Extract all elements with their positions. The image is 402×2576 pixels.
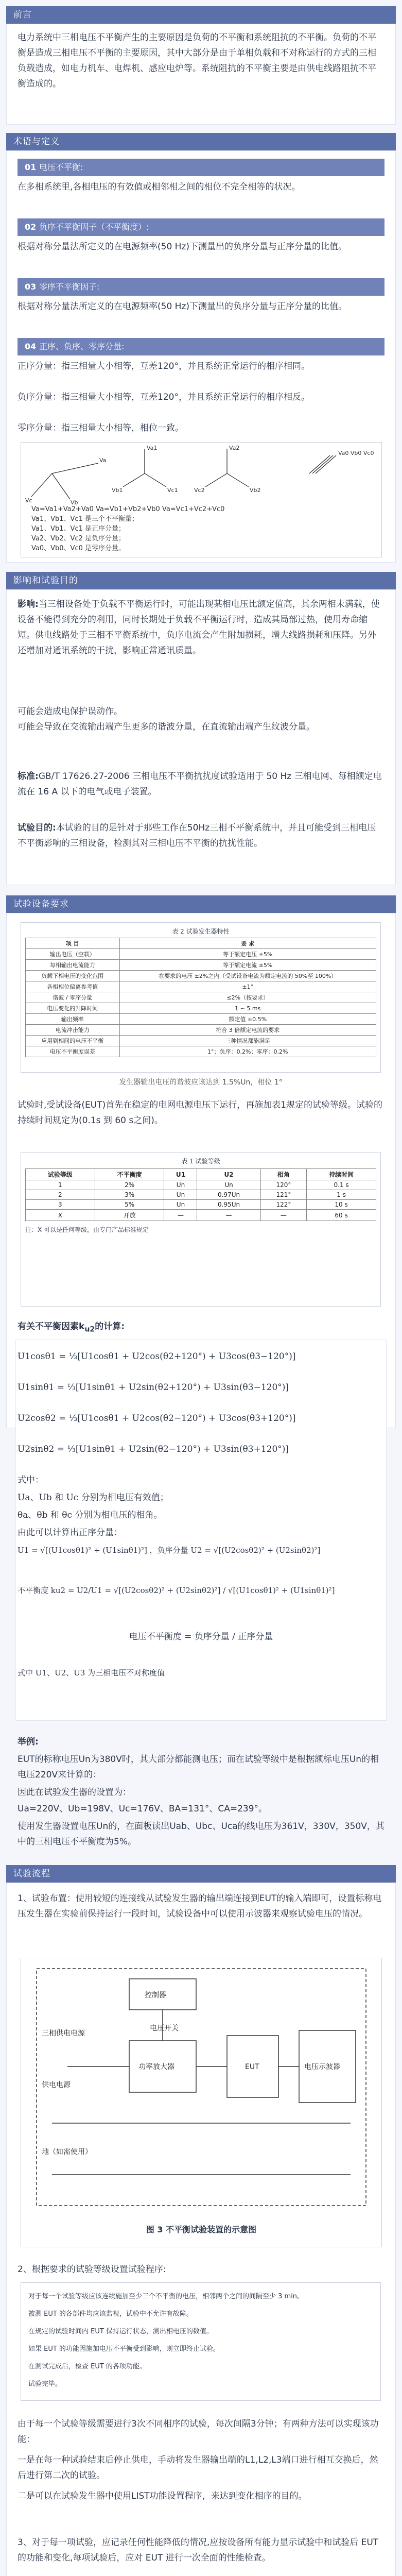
table-header: 项 目 [26,938,120,949]
svg-text:Va1: Va1 [147,445,158,451]
table-cell: 3% [95,1190,164,1200]
setup-figure [21,1958,382,2247]
table-cell: 1 ~ 5 ms [119,1003,376,1014]
table-cell: 额定值 ±0.5% [119,1014,376,1025]
term-body-2: 根据对称分量法所定义的在电源频率(50 Hz)下测量出的负序分量与正序分量的比值。 [18,242,347,252]
phasor-legend-line: Va1、Vb1、Vc1 是三个不平衡量； [31,515,138,523]
table-cell: 122° [260,1200,307,1210]
test-level-figure [21,1152,381,1307]
table-row [26,1014,376,1025]
standard-body: GB/T 17626.27-2006 三相电压不平衡抗扰度试验适用于 50 Hz 三相电网、每相额定电流在 16 A 以下的电气或电子装置。 [18,771,382,797]
table-cell: — [197,1210,260,1221]
term-title: 负序不平衡因子（不平衡度）: [39,222,149,232]
table-cell: Un [164,1190,197,1200]
section-header-intro [6,6,396,24]
phasor-legend-line: Va=Va1+Va2+Va0 Va=Vb1+Vb2+Vb0 Va=Vc1+Vc2+Vc0 [31,505,225,513]
table-cell: 1 [26,1180,95,1190]
test-level-table-title: 表 1 试验等级 [181,1158,220,1165]
formula-where: 式中： [18,1475,44,1485]
table-row [26,981,376,992]
term-body-1: 在多相系统里,各相电压的有效值或相邻相之间的相位不完全相等的状况。 [18,182,301,192]
table-cell: 10 s [307,1200,376,1210]
term-num: 04 [25,342,37,351]
table-cell: 5% [95,1200,164,1210]
table-row [26,1210,376,1221]
generator-table-title: 表 2 试验发生器特性 [172,928,230,935]
section-header-procedure [6,1865,396,1883]
test-level-table [25,1168,376,1221]
svg-text:Vc2: Vc2 [194,487,205,494]
program-line: 被测 EUT 的各部件均应该监视，试验中不允许有故障。 [28,2310,193,2318]
table-row [26,992,376,1003]
formula-where-1: Ua、Ub 和 Uc 分别为相电压有效值； [18,1493,169,1503]
table-cell: ±1° [119,981,376,992]
section-header-equipment [6,895,396,913]
table-cell: 2 [26,1190,95,1200]
label-ground: 地（如需使用） [42,2148,92,2156]
intro-text: 电力系统中三相电压不平衡产生的主要原因是负荷的不平衡和系统阻抗的不平衡。负荷的不平衡是造成三相电压不平衡的主要原因，其中大部分是由于单相负载和不对称运行的方式的三相负载造成，如电力机车、电焊机、感应电炉等。系统阻抗的不平衡主要是由供电线路阻抗不平衡造成的。 [18,32,376,89]
box-voltage-switch: 电压开关 [150,2024,179,2032]
table-cell: 电压变化的升降时间 [26,1003,120,1014]
table-row [26,1025,376,1036]
section-title: 试验流程 [13,1869,50,1879]
term-num: 02 [25,222,37,232]
svg-text:Vc: Vc [25,497,32,504]
purpose-label: 试验目的: [18,823,56,833]
table-cell: — [164,1210,197,1221]
ku2-heading-tail: 的计算: [95,1321,125,1332]
test-intro: 试验时,受试设备(EUT)首先在稳定的电网电源电压下运行，再施加表1规定的试验等级。试验的持续时间规定为(0.1s 到 60 s之间)。 [18,1100,383,1126]
formula-4: U2sinθ2 = ⅓[U1sinθ1 + U2sin(θ2−120°) + U3sin(θ3+120°)] [18,1444,289,1454]
term-head-4 [18,338,384,355]
table-cell: 120° [260,1180,307,1190]
section-title: 试验设备要求 [13,899,69,909]
example-line-2: 因此在试验发生器的设置为： [18,1787,131,1798]
table-cell: 1°；负序：0.2%；零序：0.2% [119,1046,376,1057]
generator-table-figure [21,922,381,1073]
purpose-body: 本试验的目的是针对于那些工作在50Hz三相不平衡系统中，并且可能受到三相电压不平衡影响的三相设备，检测其对三相电压不平衡的抗扰性能。 [18,823,376,849]
standard-text [18,769,384,800]
step-2: 2、根据要求的试验等级设置试验程序: [18,2264,166,2275]
table-cell: 0.95Un [197,1200,260,1210]
example-line-1: EUT的标称电压Un为380V时，其大部分都能测电压；而在试验等级中是根据额标电压Un的相电压220V来计算的： [18,1754,379,1780]
table-cell: 3 [26,1200,95,1210]
table-cell: ≤2%（按要求） [119,992,376,1003]
effect-body: 当三相设备处于负载不平衡运行时，可能出现某相电压比额定值高，其余两相未满载，使设备不能得到充分的利用，同时长期处于负载不平衡运行时，造成其局部过热，使用寿命缩短。供电线路处于三相不平衡系统中，负序电流会产生附加损耗，增大线路损耗和压降。另外还增加对通讯系统的干扰，影响正常通讯质量。 [18,599,380,656]
effect-text [18,597,384,658]
program-line: 如果 EUT 的功能因施加电压不平衡受到影响，则立即终止试验。 [28,2345,220,2353]
table-cell: 121° [260,1190,307,1200]
table-row [26,1200,376,1210]
table-row [26,1190,376,1200]
table-cell: 电压不平衡度误差 [26,1046,120,1057]
phasor-figure [21,442,382,557]
table-cell: 符合 3 倍额定电流的要求 [119,1025,376,1036]
test-level-note: 注：X 可以是任何等级，由专门产品标准规定 [25,1226,149,1233]
section-header-effects [6,572,396,589]
term-head-3 [18,278,384,296]
phasor-legend-line: Va2、Vb2、Vc2 是负序分量； [31,535,125,543]
term-num: 01 [25,162,37,172]
table-row [26,1180,376,1190]
table-cell: 各相相位偏离参考值 [26,981,120,992]
table-cell: Un [164,1200,197,1210]
table-cell: 60 s [307,1210,376,1221]
table-cell: 开放 [95,1210,164,1221]
step-2b: 由于每一个试验等级需要进行3次不同相序的试验，每次间隔3分钟；有两种方法可以实现该功能： [18,2419,379,2445]
term-title: 电压不平衡: [39,162,83,172]
table-row [26,960,376,971]
effect-extra-2: 可能会导致在交流输出端产生更多的谐波分量，在直流输出端产生纹波分量。 [18,722,315,732]
label-three-phase-supply: 三相供电电源 [42,2029,85,2038]
svg-text:Vb1: Vb1 [112,487,123,494]
table-cell: Un [197,1180,260,1190]
step-1: 1、试验布置：使用较短的连接线从试验发生器的输出端连接到EUT的输入端即可，设置标称电压发生器在实验前保持运行一段时间，试验设备中可以使用示波器来观察试验电压的情况。 [18,1893,382,1919]
table-cell: 负载下相电压的变化范围 [26,971,120,981]
step-2c: 一是在每一种试验结束后停止供电，手动将发生器输出端的L1,L2,L3端口进行相互交换后，然后进行第二次的试验。 [18,2455,378,2481]
table-header: 不平衡度 [95,1169,164,1180]
table-cell: — [260,1210,307,1221]
purpose-text [18,820,384,851]
table-cell: 2% [95,1180,164,1190]
table-cell: 等于额定电压 ±5% [119,949,376,960]
table-cell: 0.97Un [197,1190,260,1200]
term-title: 零序不平衡因子: [39,282,100,292]
step-3: 3、对于每一项试验，应记录任何性能降低的情况,应按设备所有能力显示试验中和试验后 EUT的功能和变化,每项试验后，应对 EUT 进行一次全面的性能检查。 [18,2537,379,2563]
example-line-3: Ua=220V、Ub=198V、Uc=176V、BA=131°、CA=239°。 [18,1804,268,1814]
table-row [26,1046,376,1057]
formula-where-3: 由此可以计算出正序分量： [18,1528,123,1538]
formula-where-2: θa、θb 和 θc 分别为相电压的相角。 [18,1510,163,1520]
table-row [26,949,376,960]
formula-3: U2cosθ2 = ⅓[U1cosθ1 + U2cos(θ2−120°) + U3cos(θ3+120°)] [18,1413,296,1423]
ku2-heading [18,1319,384,1337]
table-header: 要 求 [119,938,376,949]
table-cell: 每相输出电流能力 [26,960,120,971]
table-row [26,971,376,981]
ku2-heading-sub: u2 [84,1325,95,1334]
section-header-terms [6,133,396,150]
ku2-heading-text: 有关不平衡因素k [18,1321,85,1332]
box-eut: EUT [245,2063,259,2071]
table-header: 持续时间 [307,1169,376,1180]
table-row [26,1003,376,1014]
table-header: 试验等级 [26,1169,95,1180]
seq-zero: 零序分量：指三相量大小相等，相位一致。 [18,423,184,433]
effect-label: 影响: [18,599,39,609]
table-cell: 输出频率 [26,1014,120,1025]
program-box [21,2282,381,2401]
phasor-legend-line: Va1、Vb1、Vc1 是正序分量； [31,525,125,533]
table-cell: 在要求的电压 ±2%之内（受试设备电流为额定电流的 50%至 100%） [119,971,376,981]
seq-positive: 正序分量：指三相量大小相等，互差120°，并且系统正常运行的相序相同。 [18,361,310,371]
table-cell: 等于额定电流 ±5% [119,960,376,971]
table-cell: Un [164,1180,197,1190]
table-cell: 谐波 / 零序分量 [26,992,120,1003]
seq-negative: 负序分量：指三相量大小相等，互差120°，并且系统正常运行的相序相反。 [18,392,310,402]
table-cell: X [26,1210,95,1221]
section-title: 术语与定义 [13,137,60,147]
label-supply: 供电电源 [42,2081,71,2089]
svg-text:Va0 Vb0 Vc0: Va0 Vb0 Vc0 [338,450,374,456]
setup-diagram [21,1958,381,2216]
table-header: 相角 [260,1169,307,1180]
term-head-2 [18,218,384,236]
formula-components: U1 = √[(U1cosθ1)² + (U1sinθ1)²] ，负序分量 U2 = √[(U2cosθ2)² + (U2sinθ2)²] [18,1546,321,1555]
svg-text:Vc1: Vc1 [167,487,178,494]
ku2-label: 不平衡度 ku2 = U2/U1 = [18,1586,111,1595]
term-title: 正序、负序、零序分量: [39,342,125,351]
box-voltage-scope: 电压示波器 [304,2063,340,2071]
table-cell: 三种情况都能满足 [119,1036,376,1046]
term-head-1 [18,159,384,176]
phasor-legend-line: Va0、Vb0、Vc0 是零序分量。 [31,545,125,552]
table-cell: 电流冲击能力 [26,1025,120,1036]
table-cell: 输出电压（空载） [26,949,120,960]
formula-ratio-note: 式中 U1、U2、U3 为三相电压不对称度值 [18,1668,165,1677]
example-line-4: 使用发生器设置电压Un的，在面板读出Uab、Ubc、Uca的线电压为361V，330V，350V，其中的三相电压不平衡度为5%。 [18,1821,384,1847]
section-title: 前言 [13,10,32,20]
program-line: 对于每一个试验等级应该连续施加至少三个不平衡的电压，相邻两个之间的间隔至少 3 min。 [28,2293,304,2300]
table-header: U2 [197,1169,260,1180]
table-cell: 0.1 s [307,1180,376,1190]
formula-ku2 [18,1582,384,1599]
table-cell: 应用到相间的电压不平衡 [26,1036,120,1046]
example-label: 举例: [18,1737,39,1747]
phasor-legend [31,504,224,553]
box-power-amplifier: 功率放大器 [138,2063,174,2071]
svg-text:Vb: Vb [71,499,78,504]
svg-text:Vb2: Vb2 [250,487,261,494]
formula-2: U1sinθ1 = ⅓[U1sinθ1 + U2sin(θ2+120°) + U3sin(θ3−120°)] [18,1382,289,1393]
program-line: 在规定的试验时间内 EUT 保持运行状态，测出相电压的数值。 [28,2328,213,2335]
step-2d: 二是可以在试验发生器中使用LIST功能设置程序，来达到变化相序的目的。 [18,2491,307,2501]
svg-text:Va: Va [99,457,107,464]
term-num: 03 [25,282,37,292]
effect-extra-1: 可能会造成电保护误动作。 [18,706,123,717]
phasor-diagram [21,443,381,504]
section-title: 影响和试验目的 [13,575,78,586]
program-line: 试验完毕。 [28,2380,62,2388]
svg-text:Va2: Va2 [229,445,240,451]
program-line: 在测试完成后，检查 EUT 的各项功能。 [28,2363,146,2370]
table-row [26,1036,376,1046]
box-controller: 控制器 [145,1991,166,1999]
ku2-expression: √[(U2cosθ2)² + (U2sinθ2)²] / √[(U1cosθ1)² + (U1sinθ1)²] [113,1586,335,1595]
table-cell: 1 s [307,1190,376,1200]
term-body-3: 根据对称分量法所定义的在电源频率(50 Hz)下测量出的负序分量与正序分量的比值。 [18,301,347,312]
table-header: U1 [164,1169,197,1180]
generator-table [25,938,376,1057]
generator-note: 发生器输出电压的谐波应该达到 1.5%Un，相位 1° [119,1078,283,1087]
setup-figure-caption: 图 3 不平衡试验装置的示意图 [146,2225,257,2234]
standard-label: 标准: [18,771,39,782]
formula-ratio: 电压不平衡度 = 负序分量 / 正序分量 [129,1632,273,1642]
formula-1: U1cosθ1 = ⅓[U1cosθ1 + U2cos(θ2+120°) + U3cos(θ3−120°)] [18,1351,296,1362]
